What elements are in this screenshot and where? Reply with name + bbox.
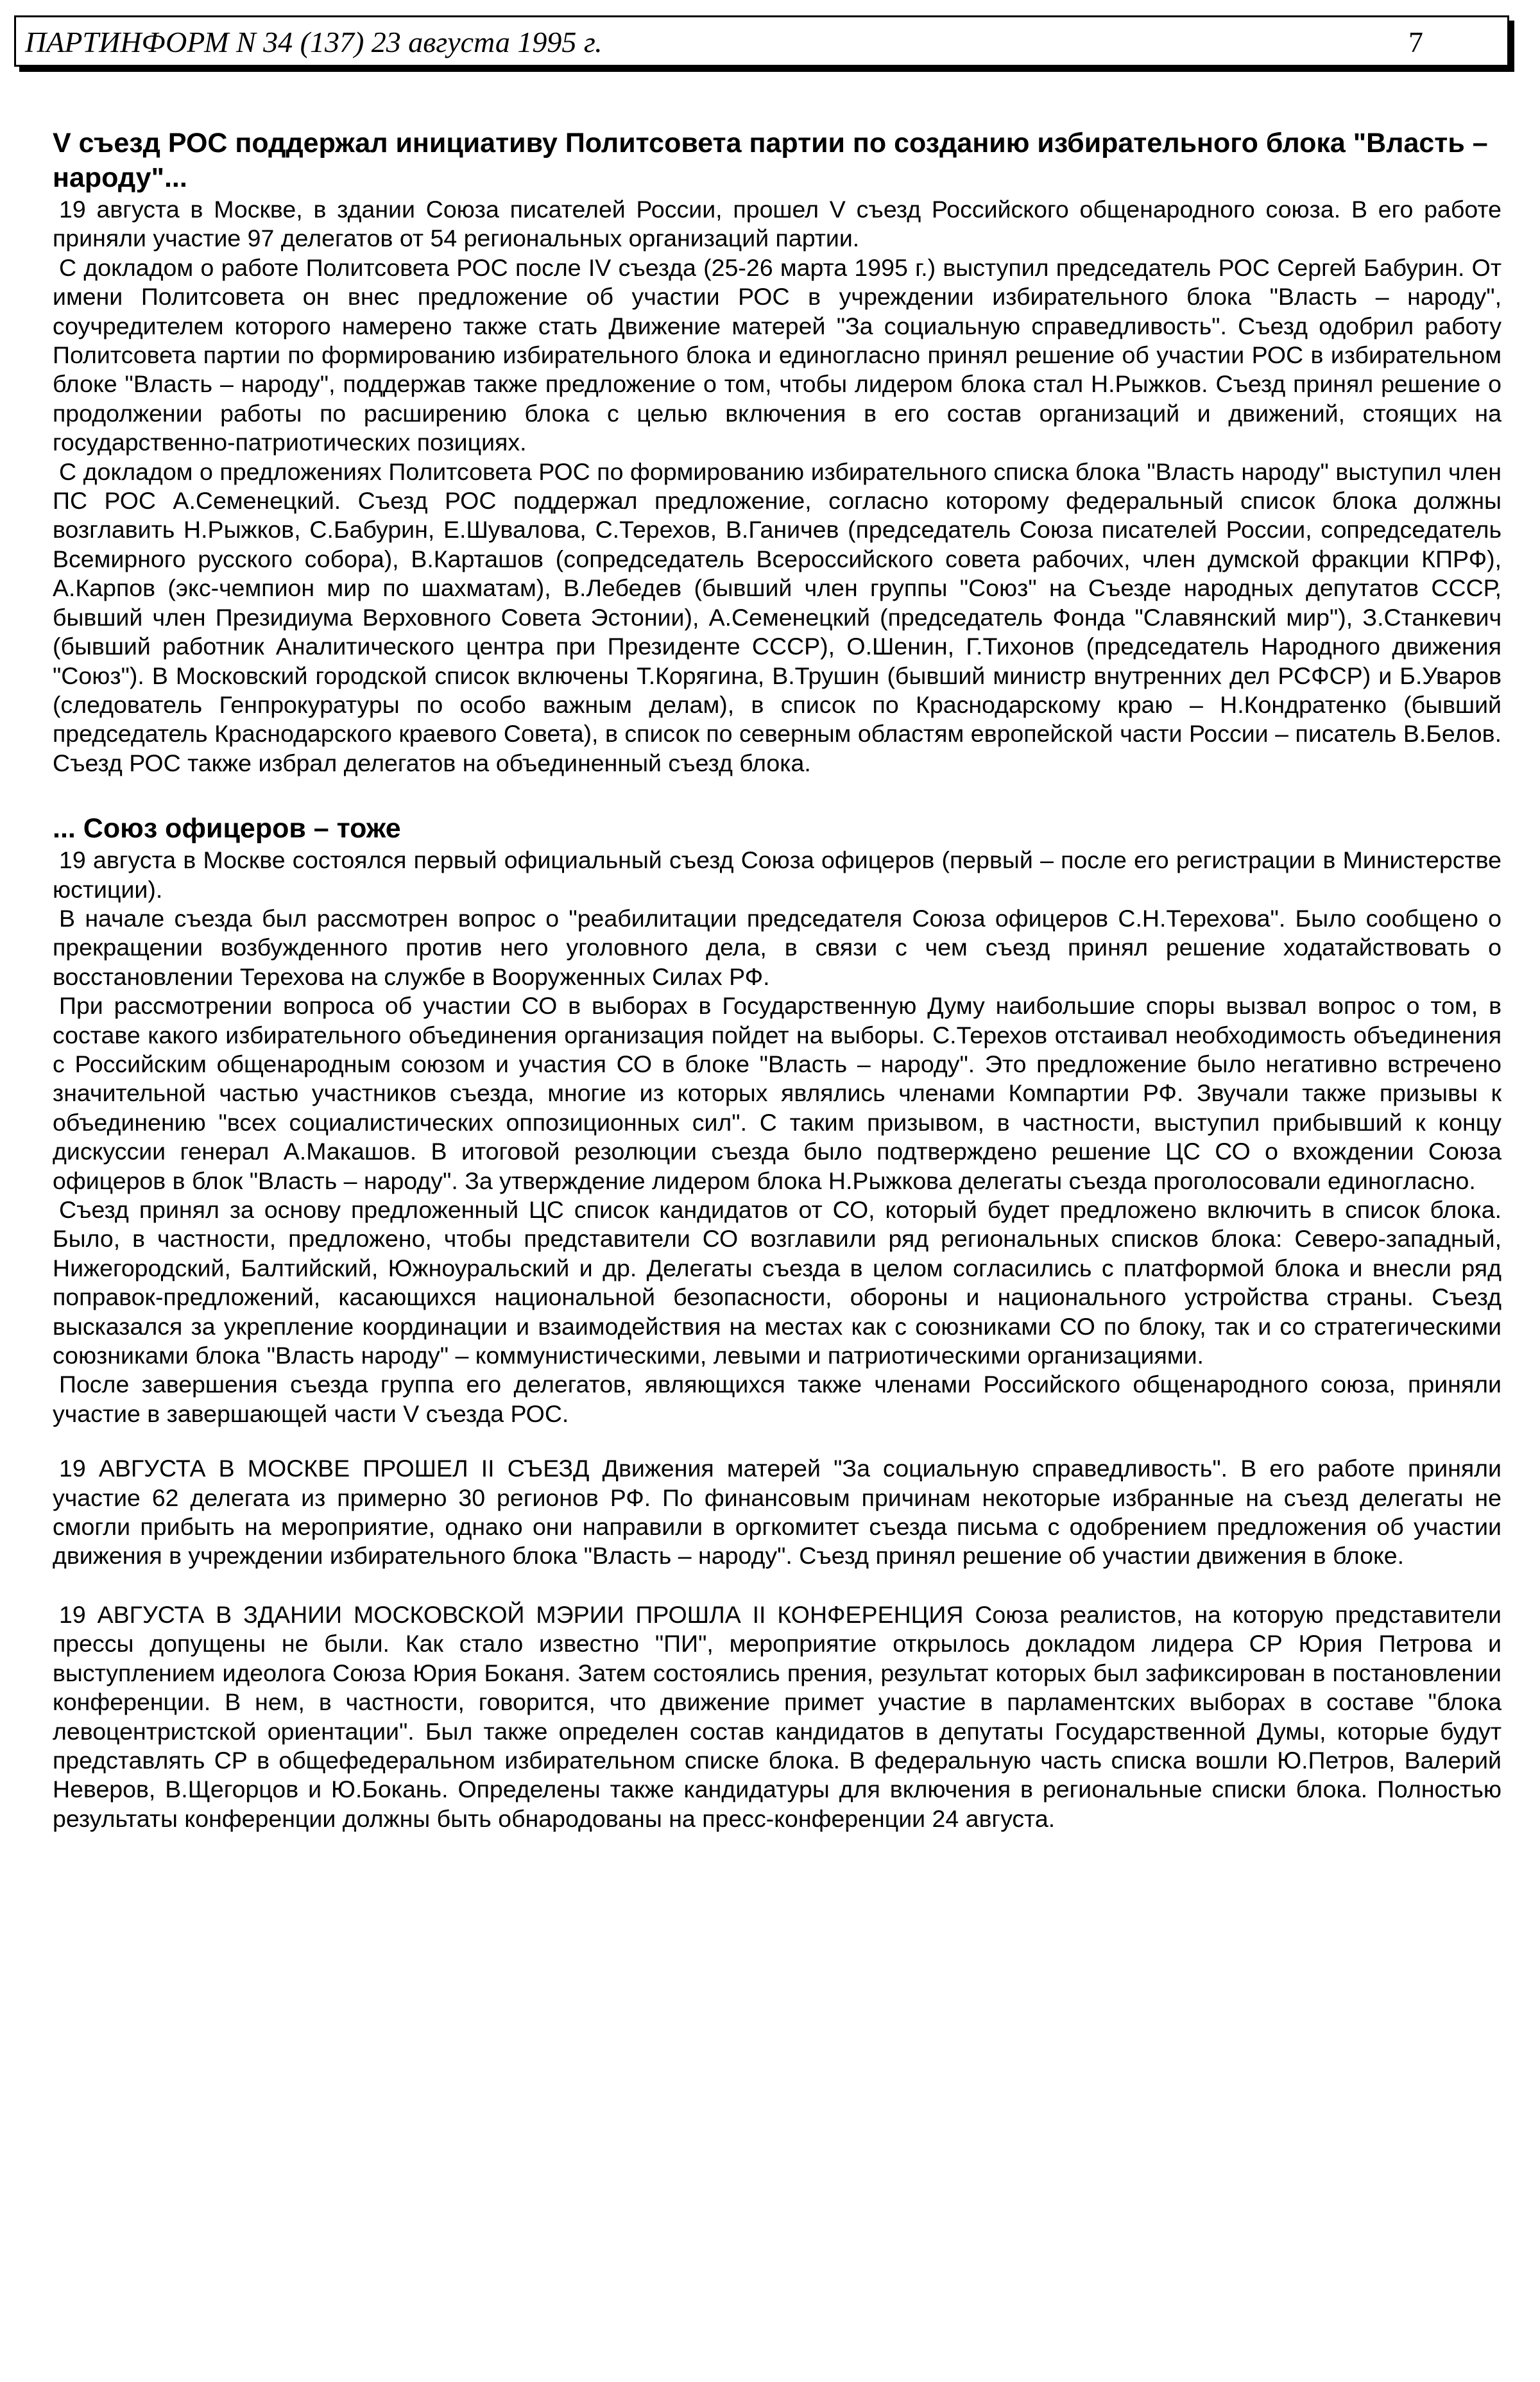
spacer [53,1571,1502,1600]
article-heading: ... Союз офицеров – тоже [53,813,401,844]
article-paragraph: При рассмотрении вопроса об участии СО в выборах в Государственную Думу наибольшие споры вызвал вопрос о том, в составе какого избирательного объединения организация пойдет на выборы. С.Терехов отстаивал необходимость объединения с Российским общенародным союзом и участия СО в блоке "Власть – народу". Это предложение было негативно встречено значительной частью участников съезда, многие из которых являлись членами Компартии РФ. Звучали также призывы к объединению "всех социалистических оппозиционных сил". С таким призывом, в частности, выступил прибывший к концу дискуссии генерал А.Макашов. В итоговой резолюции съезда было подтверждено решение ЦС СО о вхождении Союза офицеров в блок "Власть – народу". За утверждение лидером блока Н.Рыжкова делегаты съезда проголосовали единогласно. [53,992,1502,1194]
publication-title: ПАРТИНФОРМ N 34 (137) 23 августа 1995 г. [25,26,603,58]
article-paragraph: 19 августа в Москве, в здании Союза писателей России, прошел V съезд Российского общенародного союза. В его работе приняли участие 97 делегатов от 54 региональных организаций партии. [53,196,1502,252]
article-paragraph: С докладом о предложениях Политсовета РОС по формированию избирательного списка блока "Власть народу" выступил член ПС РОС А.Семенецкий. Съезд РОС поддержал предложение, согласно которому федеральный список блока должны возглавить Н.Рыжков, С.Бабурин, Е.Шувалова, С.Терехов, В.Ганичев (председатель Союза писателей России, сопредседатель Всемирного русского собора), В.Карташов (сопредседатель Всероссийского совета рабочих, член думской фракции КПРФ), А.Карпов (экс-чемпион мир по шахматам), В.Лебедев (бывший член группы "Союз" на Съезде народных депутатов СССР, бывший член Президиума Верховного Совета Эстонии), А.Семенецкий (председатель Фонда "Славянский мир"), З.Станкевич (бывший работник Аналитического центра при Президенте СССР), О.Шенин, Г.Тихонов (председатель Народного движения "Союз"). В Московский городской список включены Т.Корягина, В.Трушин (бывший министр внутренних дел РСФСР) и Б.Уваров (следователь Генпрокуратуры по особо важным делам), в список по Краснодарскому краю – Н.Кондратенко (бывший председатель Краснодарского краевого Совета), в список по северным областям европейской части России – писатель В.Белов. Съезд РОС также избрал делегатов на объединенный съезд блока. [53,458,1502,776]
article-paragraph: Съезд принял за основу предложенный ЦС список кандидатов от СО, который будет предложено включить в список блока. Было, в частности, предложено, чтобы представители СО возглавили ряд региональных списков блока: Северо-западный, Нижегородский, Балтийский, Южноуральский и др. Делегаты съезда в целом согласились с платформой блока и внесли ряд поправок-предложений, касающихся национальной безопасности, обороны и национального устройства страны. Съезд высказался за укрепление координации и взаимодействия на местах как с союзниками СО по блоку, так и со стратегическими союзниками блока "Власть народу" – коммунистическими, левыми и патриотическими организациями. [53,1196,1502,1369]
article-paragraph: 19 АВГУСТА В ЗДАНИИ МОСКОВСКОЙ МЭРИИ ПРОШЛА II КОНФЕРЕНЦИЯ Союза реалистов, на которую представители прессы допущены не были. Как стало известно "ПИ", мероприятие открылось докладом лидера СР Юрия Петрова и выступлением идеолога Союза Юрия Боканя. Затем состоялись прения, результат которых был зафиксирован в постановлении конференции. В нем, в частности, говорится, что движение примет участие в парламентских выборах в составе "блока левоцентристской ориентации". Был также определен состав кандидатов в депутаты Государственной Думы, которые будут представлять СР в общефедеральном избирательном списке блока. В федеральную часть списка вошли Ю.Петров, Валерий Неверов, В.Щегорцов и Ю.Бокань. Определены также кандидатуры для включения в региональные списки блока. Полностью результаты конференции должны быть обнародованы на пресс-конференции 24 августа. [53,1600,1502,1832]
article-paragraph: 19 АВГУСТА В МОСКВЕ ПРОШЕЛ II СЪЕЗД Движения матерей "За социальную справедливость". В его работе приняли участие 62 делегата из примерно 30 регионов РФ. По финансовым причинам некоторые избранные на съезд делегаты не смогли прибыть на мероприятие, однако они направили в оргкомитет съезда письма с одобрением предложения об участии движения в учреждении избирательного блока "Власть – народу". Съезд принял решение об участии движения в блоке. [53,1455,1502,1570]
spacer [53,778,1502,811]
article-mothers-movement [53,1454,1502,1571]
article-realists-union [53,1600,1502,1833]
article-paragraph: В начале съезда был рассмотрен вопрос о "реабилитации председателя Союза офицеров С.Н.Терехова". Было сообщено о прекращении возбужденного против него уголовного дела, в связи с чем съезд принял решение ходатайствовать о восстановлении Терехова на службе в Вооруженных Силах РФ. [53,904,1502,990]
spacer [53,1428,1502,1454]
article-officers-union [53,811,1502,1428]
page-content [53,126,1502,1833]
article-ros-congress [53,126,1502,778]
article-paragraph: 19 августа в Москве состоялся первый официальный съезд Союза офицеров (первый – после его регистрации в Министерстве юстиции). [53,846,1502,903]
page-number: 7 [1408,26,1423,58]
page-header [14,15,1509,67]
article-heading: V съезд РОС поддержал инициативу Политсовета партии по созданию избирательного блока "Власть – народу"... [53,128,1488,193]
article-paragraph: После завершения съезда группа его делегатов, являющихся также членами Российского общенародного союза, приняли участие в завершающей части V съезда РОС. [53,1371,1502,1427]
article-paragraph: С докладом о работе Политсовета РОС после IV съезда (25-26 марта 1995 г.) выступил председатель РОС Сергей Бабурин. От имени Политсовета он внес предложение об участии РОС в учреждении избирательного блока "Власть – народу", соучредителем которого намерено также стать Движение матерей "За социальную справедливость". Съезд одобрил работу Политсовета партии по формированию избирательного блока и единогласно принял решение об участии РОС в избирательном блоке "Власть – народу", поддержав также предложение о том, чтобы лидером блока стал Н.Рыжков. Съезд принял решение о продолжении работы по расширению блока с целью включения в его состав организаций и движений, стоящих на государственно-патриотических позициях. [53,253,1502,456]
